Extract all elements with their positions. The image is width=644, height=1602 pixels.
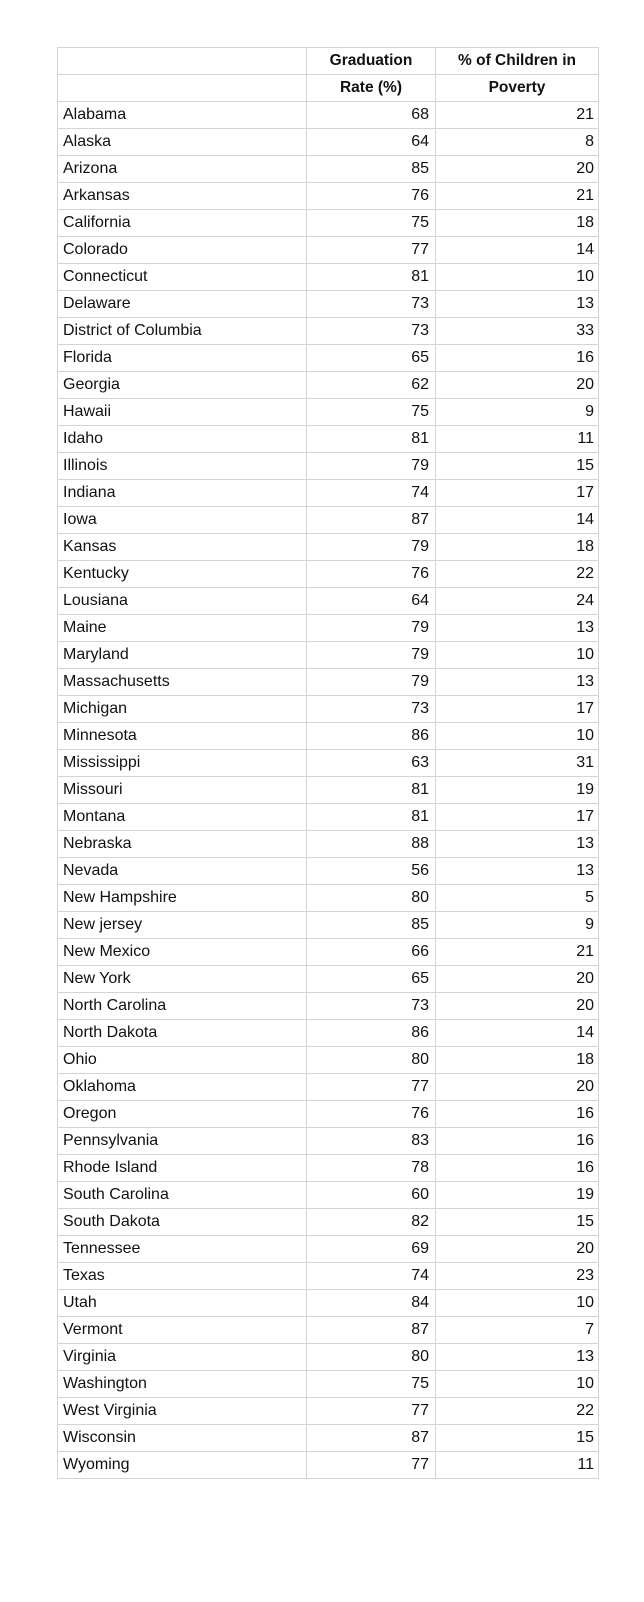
graduation-rate-cell[interactable]: 76 bbox=[307, 183, 436, 210]
table-row bbox=[58, 1074, 599, 1101]
state-cell[interactable]: West Virginia bbox=[58, 1398, 307, 1425]
child-poverty-cell[interactable]: 19 bbox=[436, 777, 599, 804]
child-poverty-cell[interactable]: 10 bbox=[436, 1290, 599, 1317]
table-row bbox=[58, 534, 599, 561]
state-cell[interactable]: Michigan bbox=[58, 696, 307, 723]
graduation-rate-cell[interactable]: 83 bbox=[307, 1128, 436, 1155]
graduation-rate-cell[interactable]: 74 bbox=[307, 480, 436, 507]
header-row-2 bbox=[58, 75, 599, 102]
table-row bbox=[58, 723, 599, 750]
spreadsheet-table bbox=[57, 47, 599, 1479]
child-poverty-cell[interactable]: 31 bbox=[436, 750, 599, 777]
table-row bbox=[58, 831, 599, 858]
table-row bbox=[58, 1101, 599, 1128]
graduation-rate-cell[interactable]: 82 bbox=[307, 1209, 436, 1236]
state-cell[interactable]: North Carolina bbox=[58, 993, 307, 1020]
table-row bbox=[58, 588, 599, 615]
state-cell[interactable]: New Hampshire bbox=[58, 885, 307, 912]
table-row bbox=[58, 264, 599, 291]
child-poverty-cell[interactable]: 21 bbox=[436, 183, 599, 210]
state-cell[interactable]: Kentucky bbox=[58, 561, 307, 588]
table-row bbox=[58, 858, 599, 885]
state-cell[interactable]: New jersey bbox=[58, 912, 307, 939]
graduation-rate-cell[interactable]: 79 bbox=[307, 642, 436, 669]
child-poverty-cell[interactable]: 8 bbox=[436, 129, 599, 156]
state-cell[interactable]: South Dakota bbox=[58, 1209, 307, 1236]
child-poverty-cell[interactable]: 5 bbox=[436, 885, 599, 912]
table-row bbox=[58, 1425, 599, 1452]
graduation-rate-cell[interactable]: 63 bbox=[307, 750, 436, 777]
table-row bbox=[58, 426, 599, 453]
table-row bbox=[58, 669, 599, 696]
table-row bbox=[58, 1182, 599, 1209]
graduation-rate-cell[interactable]: 80 bbox=[307, 1047, 436, 1074]
state-cell[interactable]: Hawaii bbox=[58, 399, 307, 426]
header-graduation-line1[interactable]: Graduation bbox=[307, 48, 436, 75]
child-poverty-cell[interactable]: 20 bbox=[436, 1236, 599, 1263]
state-cell[interactable]: New Mexico bbox=[58, 939, 307, 966]
table-row bbox=[58, 642, 599, 669]
table-row bbox=[58, 966, 599, 993]
table-row bbox=[58, 1263, 599, 1290]
child-poverty-cell[interactable]: 19 bbox=[436, 1182, 599, 1209]
graduation-rate-cell[interactable]: 73 bbox=[307, 993, 436, 1020]
table-row bbox=[58, 1020, 599, 1047]
table-row bbox=[58, 237, 599, 264]
child-poverty-cell[interactable]: 16 bbox=[436, 1101, 599, 1128]
state-cell[interactable]: Vermont bbox=[58, 1317, 307, 1344]
graduation-rate-cell[interactable]: 77 bbox=[307, 237, 436, 264]
child-poverty-cell[interactable]: 13 bbox=[436, 615, 599, 642]
state-cell[interactable]: Missouri bbox=[58, 777, 307, 804]
table-row bbox=[58, 615, 599, 642]
graduation-rate-cell[interactable]: 75 bbox=[307, 210, 436, 237]
graduation-rate-cell[interactable]: 77 bbox=[307, 1074, 436, 1101]
graduation-rate-cell[interactable]: 65 bbox=[307, 345, 436, 372]
graduation-rate-cell[interactable]: 76 bbox=[307, 561, 436, 588]
child-poverty-cell[interactable]: 9 bbox=[436, 399, 599, 426]
child-poverty-cell[interactable]: 16 bbox=[436, 1155, 599, 1182]
child-poverty-cell[interactable]: 17 bbox=[436, 696, 599, 723]
child-poverty-cell[interactable]: 7 bbox=[436, 1317, 599, 1344]
table-row bbox=[58, 939, 599, 966]
table-row bbox=[58, 1155, 599, 1182]
state-cell[interactable]: Idaho bbox=[58, 426, 307, 453]
child-poverty-cell[interactable]: 20 bbox=[436, 156, 599, 183]
graduation-rate-cell[interactable]: 73 bbox=[307, 696, 436, 723]
graduation-rate-cell[interactable]: 69 bbox=[307, 1236, 436, 1263]
graduation-rate-cell[interactable]: 68 bbox=[307, 102, 436, 129]
graduation-rate-cell[interactable]: 80 bbox=[307, 885, 436, 912]
child-poverty-cell[interactable]: 13 bbox=[436, 831, 599, 858]
header-graduation-line2[interactable]: Rate (%) bbox=[307, 75, 436, 102]
child-poverty-cell[interactable]: 20 bbox=[436, 1074, 599, 1101]
graduation-rate-cell[interactable]: 84 bbox=[307, 1290, 436, 1317]
table-row bbox=[58, 480, 599, 507]
state-cell[interactable]: Wisconsin bbox=[58, 1425, 307, 1452]
table-row bbox=[58, 318, 599, 345]
child-poverty-cell[interactable]: 14 bbox=[436, 237, 599, 264]
table-row bbox=[58, 210, 599, 237]
header-cell-blank-2[interactable] bbox=[58, 75, 307, 102]
graduation-rate-cell[interactable]: 73 bbox=[307, 291, 436, 318]
graduation-rate-cell[interactable]: 79 bbox=[307, 615, 436, 642]
table-row bbox=[58, 885, 599, 912]
graduation-rate-cell[interactable]: 81 bbox=[307, 777, 436, 804]
state-cell[interactable]: Utah bbox=[58, 1290, 307, 1317]
state-cell[interactable]: Connecticut bbox=[58, 264, 307, 291]
header-poverty-line2[interactable]: Poverty bbox=[436, 75, 599, 102]
child-poverty-cell[interactable]: 18 bbox=[436, 1047, 599, 1074]
state-cell[interactable]: Indiana bbox=[58, 480, 307, 507]
child-poverty-cell[interactable]: 23 bbox=[436, 1263, 599, 1290]
graduation-rate-cell[interactable]: 81 bbox=[307, 426, 436, 453]
state-cell[interactable]: Montana bbox=[58, 804, 307, 831]
state-cell[interactable]: Arkansas bbox=[58, 183, 307, 210]
child-poverty-cell[interactable]: 13 bbox=[436, 291, 599, 318]
state-cell[interactable]: Colorado bbox=[58, 237, 307, 264]
child-poverty-cell[interactable]: 21 bbox=[436, 939, 599, 966]
graduation-rate-cell[interactable]: 86 bbox=[307, 1020, 436, 1047]
state-cell[interactable]: Oklahoma bbox=[58, 1074, 307, 1101]
table-row bbox=[58, 291, 599, 318]
table-row bbox=[58, 1371, 599, 1398]
child-poverty-cell[interactable]: 13 bbox=[436, 1344, 599, 1371]
graduation-rate-cell[interactable]: 74 bbox=[307, 1263, 436, 1290]
graduation-rate-cell[interactable]: 81 bbox=[307, 264, 436, 291]
table-row bbox=[58, 750, 599, 777]
child-poverty-cell[interactable]: 20 bbox=[436, 372, 599, 399]
state-cell[interactable]: Wyoming bbox=[58, 1452, 307, 1479]
state-cell[interactable]: Nebraska bbox=[58, 831, 307, 858]
graduation-rate-cell[interactable]: 77 bbox=[307, 1398, 436, 1425]
table-row bbox=[58, 102, 599, 129]
state-cell[interactable]: Virginia bbox=[58, 1344, 307, 1371]
state-cell[interactable]: California bbox=[58, 210, 307, 237]
graduation-rate-cell[interactable]: 79 bbox=[307, 669, 436, 696]
table-row bbox=[58, 777, 599, 804]
child-poverty-cell[interactable]: 18 bbox=[436, 210, 599, 237]
graduation-rate-cell[interactable]: 65 bbox=[307, 966, 436, 993]
state-cell[interactable]: District of Columbia bbox=[58, 318, 307, 345]
table-row bbox=[58, 993, 599, 1020]
child-poverty-cell[interactable]: 11 bbox=[436, 426, 599, 453]
table-row bbox=[58, 1290, 599, 1317]
state-cell[interactable]: Rhode Island bbox=[58, 1155, 307, 1182]
header-poverty-line1[interactable]: % of Children in bbox=[436, 48, 599, 75]
child-poverty-cell[interactable]: 15 bbox=[436, 1425, 599, 1452]
graduation-rate-cell[interactable]: 87 bbox=[307, 507, 436, 534]
child-poverty-cell[interactable]: 9 bbox=[436, 912, 599, 939]
graduation-rate-cell[interactable]: 76 bbox=[307, 1101, 436, 1128]
child-poverty-cell[interactable]: 17 bbox=[436, 480, 599, 507]
state-cell[interactable]: Kansas bbox=[58, 534, 307, 561]
table-row bbox=[58, 399, 599, 426]
state-cell[interactable]: Mississippi bbox=[58, 750, 307, 777]
child-poverty-cell[interactable]: 10 bbox=[436, 1371, 599, 1398]
graduation-rate-cell[interactable]: 86 bbox=[307, 723, 436, 750]
graduation-rate-cell[interactable]: 87 bbox=[307, 1317, 436, 1344]
state-cell[interactable]: New York bbox=[58, 966, 307, 993]
state-cell[interactable]: Iowa bbox=[58, 507, 307, 534]
state-cell[interactable]: Florida bbox=[58, 345, 307, 372]
child-poverty-cell[interactable]: 10 bbox=[436, 642, 599, 669]
table-row bbox=[58, 372, 599, 399]
table-row bbox=[58, 1128, 599, 1155]
graduation-rate-cell[interactable]: 87 bbox=[307, 1425, 436, 1452]
child-poverty-cell[interactable]: 18 bbox=[436, 534, 599, 561]
child-poverty-cell[interactable]: 14 bbox=[436, 1020, 599, 1047]
table-body bbox=[58, 48, 599, 1479]
child-poverty-cell[interactable]: 15 bbox=[436, 1209, 599, 1236]
graduation-rate-cell[interactable]: 85 bbox=[307, 912, 436, 939]
child-poverty-cell[interactable]: 17 bbox=[436, 804, 599, 831]
child-poverty-cell[interactable]: 24 bbox=[436, 588, 599, 615]
table-row bbox=[58, 696, 599, 723]
table-row bbox=[58, 345, 599, 372]
graduation-rate-cell[interactable]: 79 bbox=[307, 534, 436, 561]
state-cell[interactable]: Delaware bbox=[58, 291, 307, 318]
state-cell[interactable]: Georgia bbox=[58, 372, 307, 399]
table-row bbox=[58, 1209, 599, 1236]
child-poverty-cell[interactable]: 33 bbox=[436, 318, 599, 345]
state-cell[interactable]: Massachusetts bbox=[58, 669, 307, 696]
graduation-rate-cell[interactable]: 73 bbox=[307, 318, 436, 345]
child-poverty-cell[interactable]: 15 bbox=[436, 453, 599, 480]
graduation-rate-cell[interactable]: 62 bbox=[307, 372, 436, 399]
state-cell[interactable]: North Dakota bbox=[58, 1020, 307, 1047]
table-row bbox=[58, 561, 599, 588]
child-poverty-cell[interactable]: 14 bbox=[436, 507, 599, 534]
state-cell[interactable]: Maine bbox=[58, 615, 307, 642]
state-cell[interactable]: Ohio bbox=[58, 1047, 307, 1074]
table-row bbox=[58, 912, 599, 939]
child-poverty-cell[interactable]: 16 bbox=[436, 345, 599, 372]
graduation-rate-cell[interactable]: 66 bbox=[307, 939, 436, 966]
child-poverty-cell[interactable]: 10 bbox=[436, 264, 599, 291]
table-row bbox=[58, 1047, 599, 1074]
table-row bbox=[58, 453, 599, 480]
state-cell[interactable]: Oregon bbox=[58, 1101, 307, 1128]
graduation-rate-cell[interactable]: 64 bbox=[307, 588, 436, 615]
table-row bbox=[58, 129, 599, 156]
graduation-rate-cell[interactable]: 81 bbox=[307, 804, 436, 831]
child-poverty-cell[interactable]: 20 bbox=[436, 993, 599, 1020]
child-poverty-cell[interactable]: 10 bbox=[436, 723, 599, 750]
state-cell[interactable]: Minnesota bbox=[58, 723, 307, 750]
table-row bbox=[58, 1344, 599, 1371]
state-cell[interactable]: Maryland bbox=[58, 642, 307, 669]
state-cell[interactable]: Tennessee bbox=[58, 1236, 307, 1263]
graduation-rate-cell[interactable]: 75 bbox=[307, 1371, 436, 1398]
graduation-rate-cell[interactable]: 60 bbox=[307, 1182, 436, 1209]
graduation-rate-cell[interactable]: 80 bbox=[307, 1344, 436, 1371]
state-cell[interactable]: Illinois bbox=[58, 453, 307, 480]
child-poverty-cell[interactable]: 13 bbox=[436, 858, 599, 885]
table-row bbox=[58, 1236, 599, 1263]
graduation-rate-cell[interactable]: 85 bbox=[307, 156, 436, 183]
child-poverty-cell[interactable]: 16 bbox=[436, 1128, 599, 1155]
header-row-1 bbox=[58, 48, 599, 75]
child-poverty-cell[interactable]: 13 bbox=[436, 669, 599, 696]
state-cell[interactable]: Lousiana bbox=[58, 588, 307, 615]
state-cell[interactable]: South Carolina bbox=[58, 1182, 307, 1209]
header-cell-blank[interactable] bbox=[58, 48, 307, 75]
table-row bbox=[58, 1398, 599, 1425]
table-row bbox=[58, 804, 599, 831]
state-cell[interactable]: Washington bbox=[58, 1371, 307, 1398]
state-cell[interactable]: Alaska bbox=[58, 129, 307, 156]
child-poverty-cell[interactable]: 22 bbox=[436, 561, 599, 588]
graduation-rate-cell[interactable]: 56 bbox=[307, 858, 436, 885]
table-row bbox=[58, 183, 599, 210]
state-cell[interactable]: Pennsylvania bbox=[58, 1128, 307, 1155]
table-row bbox=[58, 507, 599, 534]
graduation-rate-cell[interactable]: 64 bbox=[307, 129, 436, 156]
graduation-rate-cell[interactable]: 75 bbox=[307, 399, 436, 426]
table-row bbox=[58, 1452, 599, 1479]
child-poverty-cell[interactable]: 11 bbox=[436, 1452, 599, 1479]
table-row bbox=[58, 156, 599, 183]
state-cell[interactable]: Arizona bbox=[58, 156, 307, 183]
graduation-rate-cell[interactable]: 88 bbox=[307, 831, 436, 858]
child-poverty-cell[interactable]: 20 bbox=[436, 966, 599, 993]
graduation-rate-cell[interactable]: 78 bbox=[307, 1155, 436, 1182]
child-poverty-cell[interactable]: 21 bbox=[436, 102, 599, 129]
graduation-rate-cell[interactable]: 79 bbox=[307, 453, 436, 480]
graduation-rate-cell[interactable]: 77 bbox=[307, 1452, 436, 1479]
state-cell[interactable]: Nevada bbox=[58, 858, 307, 885]
table-row bbox=[58, 1317, 599, 1344]
state-cell[interactable]: Alabama bbox=[58, 102, 307, 129]
state-cell[interactable]: Texas bbox=[58, 1263, 307, 1290]
child-poverty-cell[interactable]: 22 bbox=[436, 1398, 599, 1425]
